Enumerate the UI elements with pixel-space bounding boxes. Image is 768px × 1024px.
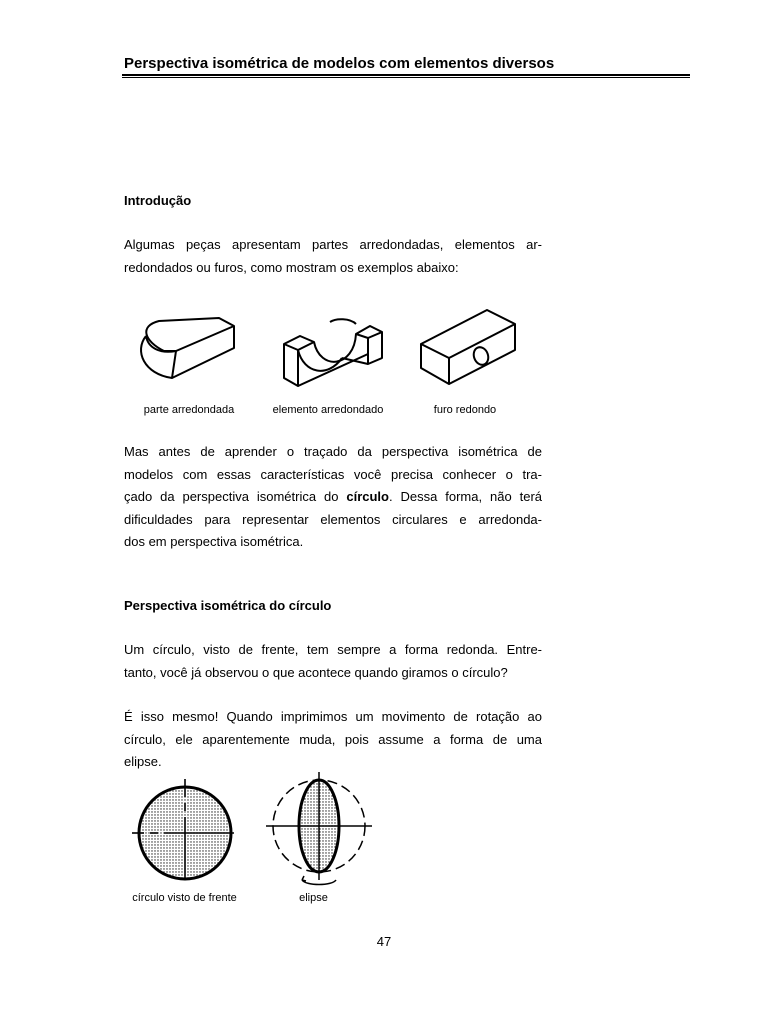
- intro-paragraph: [124, 234, 542, 279]
- isometric-circle-heading: Perspectiva isométrica do círculo: [124, 598, 332, 613]
- page-number: 47: [376, 934, 392, 949]
- page-header-title: Perspectiva isométrica de modelos com elementos diversos: [124, 55, 555, 72]
- sec2-p2-line-1: É isso mesmo! Quando imprimimos um movimento de rotação ao: [124, 709, 542, 724]
- rounded-part-figure: [124, 296, 254, 396]
- para2-line-5: dos em perspectiva isométrica.: [124, 534, 304, 549]
- caption-rounded-part: parte arredondada: [143, 404, 235, 416]
- intro-heading: Introdução: [124, 193, 192, 208]
- para2-line-4: dificuldades para representar elementos circulares e arredonda-: [124, 511, 542, 527]
- sec2-line-1: Um círculo, visto de frente, tem sempre a forma redonda. Entre-: [124, 642, 542, 657]
- para2-line-2: modelos com essas características você precisa conhecer o tra-: [124, 466, 542, 482]
- para2-line-3: çado da perspectiva isométrica do círculo. Dessa forma, não terá: [124, 489, 542, 504]
- caption-front-circle: círculo visto de frente: [132, 892, 237, 904]
- ellipse-rotation-figure: [262, 768, 377, 886]
- sec2-line-2: tanto, você já observou o que acontece quando giramos o círculo?: [124, 664, 508, 680]
- rotation-paragraph-1: [124, 639, 542, 684]
- rotation-paragraph-2: [124, 706, 542, 774]
- header-rule-thin: [122, 77, 690, 78]
- caption-rounded-element: elemento arredondado: [272, 404, 384, 416]
- sec2-p2-line-3: elipse.: [124, 754, 162, 769]
- para2-line-1: Mas antes de aprender o traçado da perspectiva isométrica de: [124, 444, 542, 459]
- rounded-element-figure: [270, 296, 395, 396]
- header-rule: [122, 74, 690, 76]
- round-hole-figure: [405, 296, 530, 396]
- intro-line-2: redondados ou furos, como mostram os exemplos abaixo:: [124, 259, 459, 275]
- caption-round-hole: furo redondo: [433, 404, 497, 416]
- circle-intro-paragraph: [124, 441, 542, 554]
- sec2-p2-line-2: círculo, ele aparentemente muda, pois assume a forma de uma: [124, 731, 542, 747]
- front-view-circle-figure: [124, 775, 244, 885]
- caption-ellipse: elipse: [299, 892, 328, 904]
- intro-line-1: Algumas peças apresentam partes arredondadas, elementos ar-: [124, 237, 542, 252]
